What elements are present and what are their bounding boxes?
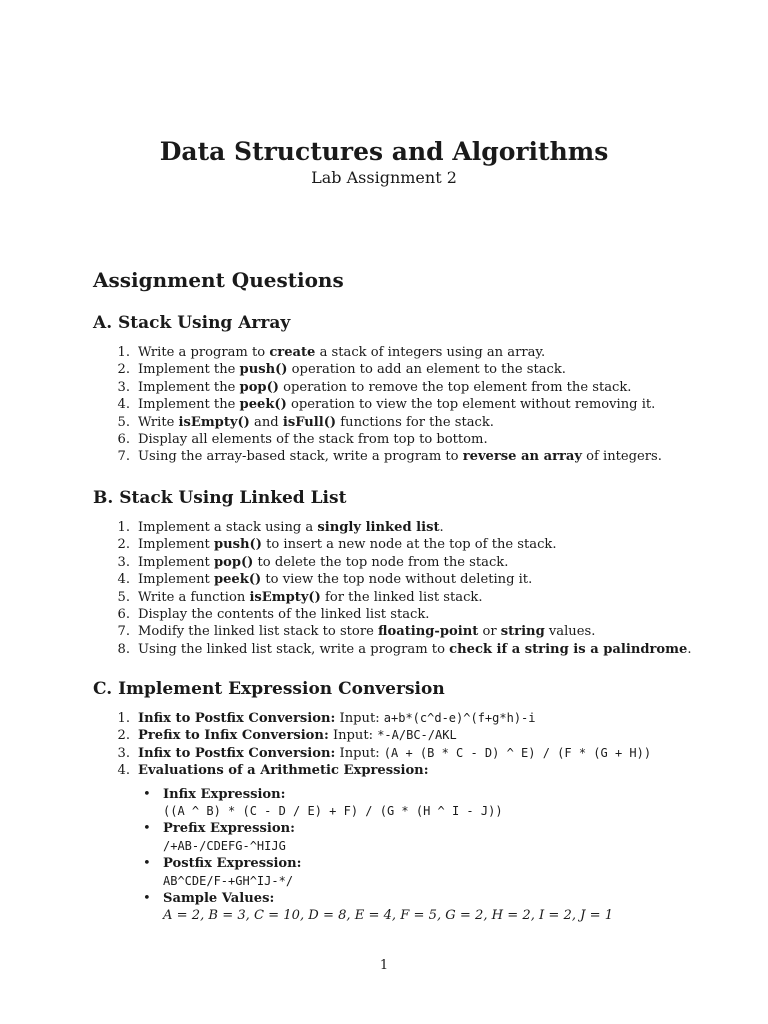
item-text-plain: Write (138, 414, 179, 430)
bullet-dot-icon: • (143, 821, 151, 837)
item-text (130, 344, 545, 361)
item-text (130, 606, 429, 623)
bullet-item (143, 890, 651, 925)
item-number: 4. (117, 397, 130, 413)
item-number: 2. (117, 537, 130, 553)
item-text-bold: Infix to Postfix Conversion: (138, 711, 336, 726)
section-a-title: A. Stack Using Array (93, 313, 291, 333)
page-number: 1 (379, 958, 389, 973)
item-text-plain: Implement (138, 554, 214, 570)
item-number: 1. (117, 345, 130, 360)
item-text-plain: to insert a new node at the top of the stack. (261, 537, 557, 553)
expression-value: ((A ^ B) * (C - D / E) + F) / (G * (H ^ I - J)) (163, 804, 503, 819)
item-text-bold: peek() (239, 397, 287, 413)
item-text (130, 623, 595, 640)
item-text (130, 448, 662, 465)
section-stack-linked-list (93, 487, 691, 658)
item-number: 3. (117, 554, 130, 570)
bullet-head (143, 820, 651, 837)
item-number: 3. (117, 745, 130, 761)
item-text (130, 710, 536, 727)
list-item (93, 431, 662, 448)
list-item (93, 762, 651, 779)
item-text-plain: to delete the top node from the stack. (253, 554, 509, 570)
item-text (130, 396, 655, 413)
list-item (93, 641, 691, 658)
item-text-plain: Using the linked list stack, write a program to (138, 641, 450, 657)
item-text-plain: values. (544, 624, 596, 640)
item-number: 5. (117, 589, 130, 605)
item-text (130, 727, 457, 744)
item-number: 7. (117, 624, 130, 640)
list-item (93, 519, 691, 536)
item-text-bold: create (269, 345, 316, 360)
item-text-plain: of integers. (581, 449, 662, 465)
section-b-title: B. Stack Using Linked List (93, 488, 347, 508)
section-b-list (93, 519, 691, 658)
list-item (93, 448, 662, 465)
item-text (130, 519, 444, 536)
item-text-plain: Write a function (138, 589, 250, 605)
item-text-bold: isFull() (282, 414, 337, 430)
item-text-bold: reverse an array (462, 449, 582, 465)
item-number: 3. (117, 379, 130, 395)
item-text-plain: Implement the (138, 397, 240, 413)
item-code: (A + (B * C - D) ^ E) / (F * (G + H)) (383, 745, 652, 760)
item-text (130, 431, 488, 448)
item-number: 4. (117, 572, 130, 588)
item-code: a+b*(c^d-e)^(f+g*h)-i (383, 711, 536, 725)
item-text-bold: peek() (213, 572, 262, 588)
item-number: 8. (117, 641, 130, 657)
list-item (93, 623, 691, 640)
bullet-label: Infix Expression: (163, 786, 286, 802)
item-text-bold: floating-point (377, 624, 479, 640)
bullet-dot-icon: • (143, 786, 151, 802)
item-text-bold: singly linked list (317, 520, 440, 535)
list-item (93, 536, 691, 553)
expression-value: /+AB-/CDEFG-^HIJG (163, 838, 286, 853)
list-item (93, 571, 691, 588)
item-input-label: Input: (335, 745, 384, 761)
item-text-plain: . (687, 641, 692, 657)
item-number: 6. (117, 607, 130, 623)
item-text (130, 361, 566, 378)
list-item (93, 745, 651, 762)
list-item (93, 379, 662, 396)
list-item (93, 710, 651, 727)
bullet-head (143, 786, 651, 803)
item-text (130, 379, 631, 396)
list-item (93, 589, 691, 606)
item-number: 2. (117, 362, 130, 378)
list-item (93, 396, 662, 413)
item-text-bold: Evaluations of a Arithmetic Expression: (138, 763, 429, 779)
item-text-plain: operation to remove the top element from the stack. (278, 379, 632, 395)
item-text-bold: isEmpty() (249, 589, 321, 605)
item-text-bold: string (500, 624, 545, 640)
item-text-plain: Implement (138, 572, 214, 588)
bullet-label: Prefix Expression: (163, 821, 295, 837)
expression-value: AB^CDE/F-+GH^IJ-*/ (163, 873, 294, 888)
item-text-plain: to view the top node without deleting it. (261, 572, 533, 588)
item-text (130, 762, 429, 779)
list-item (93, 606, 691, 623)
item-text-bold: Prefix to Infix Conversion: (138, 728, 329, 744)
document-subtitle: Lab Assignment 2 (311, 168, 457, 187)
item-number: 6. (117, 432, 130, 448)
item-number: 4. (117, 763, 130, 779)
item-text (130, 536, 557, 553)
item-text-plain: Implement the (138, 362, 240, 378)
list-item (93, 344, 662, 361)
item-text-bold: pop() (239, 379, 279, 395)
section-c-list (93, 710, 651, 780)
item-text (130, 571, 532, 588)
item-number: 2. (117, 728, 130, 744)
item-text (130, 641, 691, 658)
list-item (93, 361, 662, 378)
item-text (130, 745, 651, 762)
list-item (93, 554, 691, 571)
item-text-plain: Implement (138, 537, 214, 553)
item-text-plain: Display all elements of the stack from top to bottom. (138, 432, 488, 448)
item-input-label: Input: (335, 711, 384, 726)
item-text-plain: or (478, 624, 501, 640)
section-stack-array (93, 312, 662, 466)
item-input-label: Input: (328, 728, 378, 744)
item-text-plain: functions for the stack. (336, 414, 494, 430)
item-text-plain: operation to add an element to the stack. (287, 362, 566, 378)
sample-values: A = 2, B = 3, C = 10, D = 8, E = 4, F = 5, G = 2, H = 2, I = 2, J = 1 (163, 908, 614, 924)
item-text-bold: Infix to Postfix Conversion: (138, 745, 336, 761)
expression-bullets (143, 786, 651, 925)
item-text-plain: Using the array-based stack, write a program to (138, 449, 463, 465)
item-text-plain: . (439, 520, 444, 535)
item-text (130, 414, 494, 431)
item-text-bold: isEmpty() (178, 414, 250, 430)
item-text-bold: check if a string is a palindrome (449, 641, 688, 657)
document-title: Data Structures and Algorithms (159, 137, 609, 166)
item-text-plain: Write a program to (138, 345, 270, 360)
item-text-plain: Display the contents of the linked list stack. (138, 607, 430, 623)
list-item (93, 727, 651, 744)
item-text-plain: a stack of integers using an array. (315, 345, 546, 360)
bullet-label: Sample Values: (163, 891, 275, 907)
item-code: *-A/BC-/AKL (377, 728, 457, 743)
item-number: 1. (117, 520, 130, 535)
assignment-questions-heading: Assignment Questions (93, 268, 344, 292)
bullet-head (143, 890, 651, 907)
item-text (130, 554, 508, 571)
bullet-label: Postfix Expression: (163, 856, 302, 872)
item-text-plain: Implement the (138, 379, 240, 395)
bullet-dot-icon: • (143, 856, 151, 872)
item-text-plain: operation to view the top element without removing it. (286, 397, 656, 413)
bullet-dot-icon: • (143, 891, 151, 907)
item-text-bold: push() (213, 537, 262, 553)
item-text-plain: and (249, 414, 283, 430)
bullet-item (143, 855, 651, 890)
section-a-list (93, 344, 662, 466)
list-item (93, 414, 662, 431)
item-text (130, 589, 483, 606)
item-text-plain: Modify the linked list stack to store (138, 624, 378, 640)
bullet-item (143, 820, 651, 855)
item-text-bold: pop() (213, 554, 254, 570)
item-text-plain: for the linked list stack. (320, 589, 483, 605)
bullet-item (143, 786, 651, 821)
section-c-title: C. Implement Expression Conversion (93, 679, 445, 699)
item-number: 7. (117, 449, 130, 465)
section-expression-conversion (93, 678, 651, 925)
item-text-plain: Implement a stack using a (138, 520, 318, 535)
title-block (0, 136, 768, 188)
item-text-bold: push() (239, 362, 288, 378)
bullet-head (143, 855, 651, 872)
item-number: 5. (117, 414, 130, 430)
item-number: 1. (117, 711, 130, 726)
